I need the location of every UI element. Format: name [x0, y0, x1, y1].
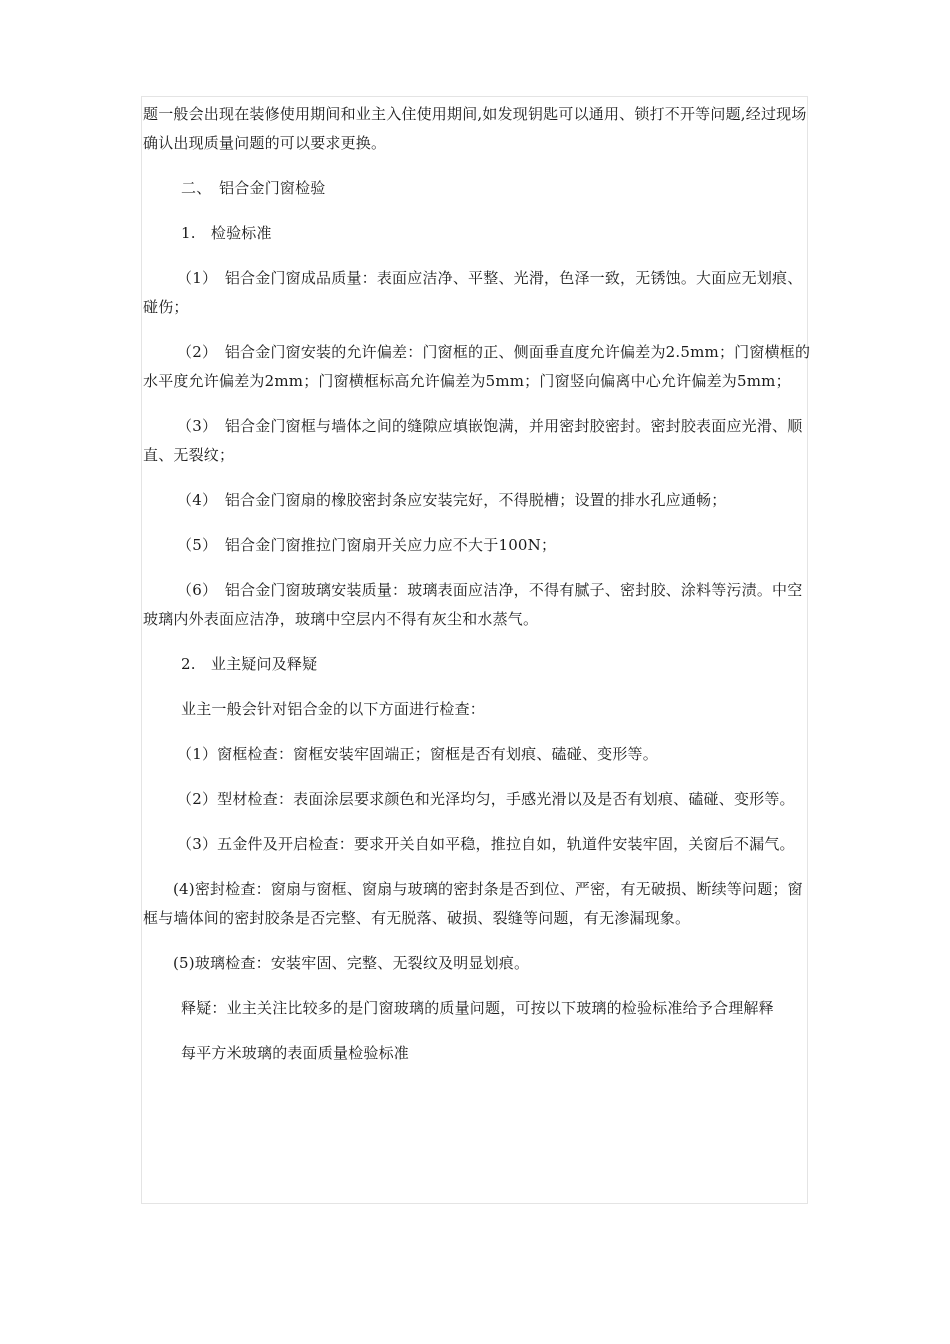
standard-item-6: （6） 铝合金门窗玻璃安装质量：玻璃表面应洁净，不得有腻子、密封胶、涂料等污渍。中空玻璃内外表面应洁净，玻璃中空层内不得有灰尘和水蒸气。 [143, 581, 803, 628]
standard-item-3: （3） 铝合金门窗框与墙体之间的缝隙应填嵌饱满，并用密封胶密封。密封胶表面应光滑、顺直、无裂纹； [143, 417, 803, 464]
standard-item-2: （2） 铝合金门窗安装的允许偏差：门窗框的正、侧面垂直度允许偏差为2.5mm；门窗横框的水平度允许偏差为2mm；门窗横框标高允许偏差为5mm；门窗竖向偏离中心允许偏差为5mm； [143, 343, 811, 390]
glass-standard-heading: 每平方米玻璃的表面质量检验标准 [181, 1044, 410, 1062]
standard-item-4: （4） 铝合金门窗扇的橡胶密封条应安装完好，不得脱槽；设置的排水孔应通畅； [177, 491, 727, 509]
section-heading-aluminum-windows: 二、 铝合金门窗检验 [181, 179, 326, 197]
check-item-seal: (4)密封检查：窗扇与窗框、窗扇与玻璃的密封条是否到位、严密，有无破损、断续等问题；窗框与墙体间的密封胶条是否完整、有无脱落、破损、裂缝等问题，有无渗漏现象。 [143, 880, 803, 927]
standard-item-5: （5） 铝合金门窗推拉门窗扇开关应力应不大于100N； [177, 536, 557, 554]
document-body [143, 100, 815, 1068]
owner-check-intro: 业主一般会针对铝合金的以下方面进行检查： [181, 700, 486, 718]
paragraph-continuation: 题一般会出现在装修使用期间和业主入住使用期间,如发现钥匙可以通用、锁打不开等问题,经过现场确认出现质量问题的可以要求更换。 [143, 105, 807, 152]
standard-item-1: （1） 铝合金门窗成品质量：表面应洁净、平整、光滑，色泽一致，无锈蚀。大面应无划痕、碰伤； [143, 269, 803, 316]
check-item-frame: （1）窗框检查：窗框安装牢固端正；窗框是否有划痕、磕碰、变形等。 [177, 745, 658, 763]
check-item-glass: (5)玻璃检查：安装牢固、完整、无裂纹及明显划痕。 [173, 954, 530, 972]
check-item-hardware: （3）五金件及开启检查：要求开关自如平稳，推拉自如，轨道件安装牢固，关窗后不漏气。 [177, 835, 795, 853]
subsection-heading-owner-questions: 2. 业主疑问及释疑 [181, 655, 318, 673]
check-item-profile: （2）型材检查：表面涂层要求颜色和光泽均匀，手感光滑以及是否有划痕、磕碰、变形等。 [177, 790, 795, 808]
explanation-paragraph: 释疑：业主关注比较多的是门窗玻璃的质量问题，可按以下玻璃的检验标准给予合理解释 [181, 999, 774, 1017]
subsection-heading-inspection-standard: 1. 检验标准 [181, 224, 272, 242]
